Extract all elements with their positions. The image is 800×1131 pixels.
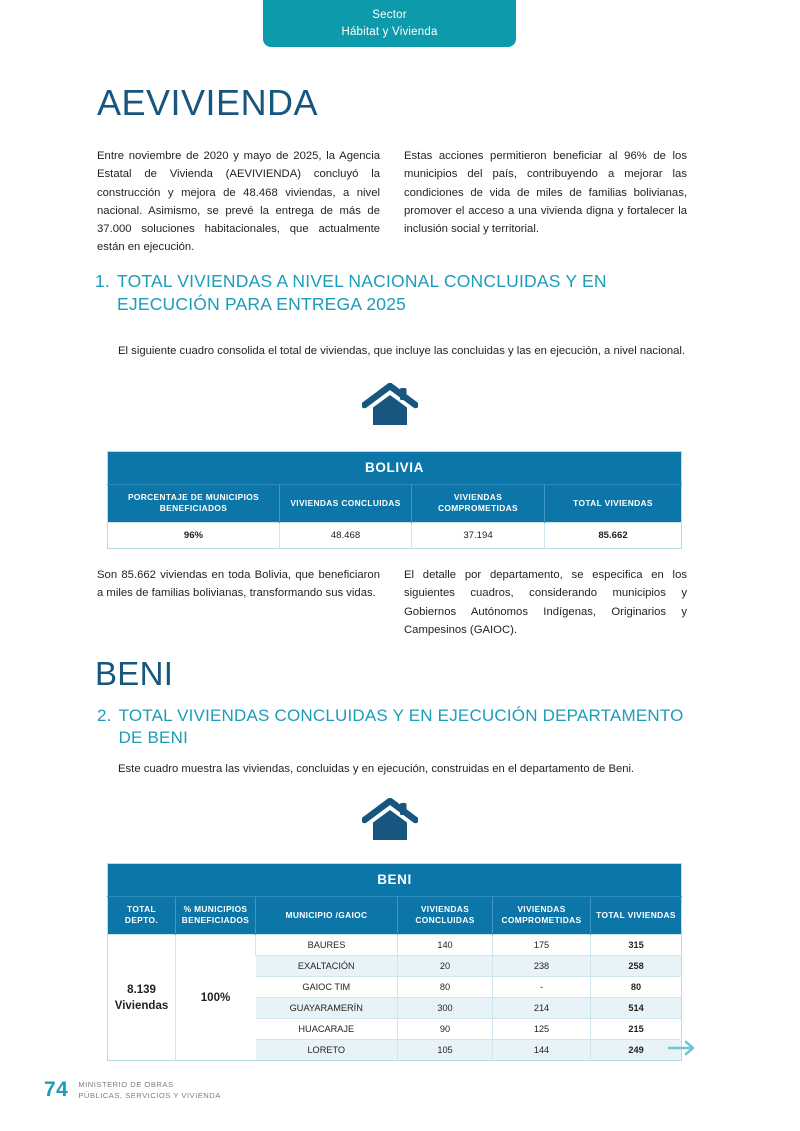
beni-cell-municipio: EXALTACIÓN: [256, 956, 398, 977]
bolivia-header-comprometidas: VIVIENDAS COMPROMETIDAS: [412, 485, 545, 523]
next-page-arrow-icon[interactable]: [668, 1040, 696, 1061]
sector-tab-line2: Hábitat y Vivienda: [341, 25, 438, 38]
intro-paragraph-right: Estas acciones permitieron beneficiar al 96% de los municipios del país, contribuyendo a mejorar las condiciones de vida de miles de familias bolivianas, promover el acceso a una vivienda digna y fortalecer la inclusión social y territorial.: [404, 150, 687, 236]
page-title: AEVIVIENDA: [97, 82, 319, 123]
section-2-number: 2.: [97, 706, 112, 725]
bolivia-table-title-row: [108, 452, 682, 485]
bolivia-cell-total: 85.662: [545, 523, 682, 549]
beni-header-municipio: MUNICIPIO /GAIOC: [256, 897, 398, 935]
beni-cell-comprometidas: 144: [493, 1040, 591, 1061]
section-1-number: 1.: [95, 271, 110, 291]
lower-paragraph-right: El detalle por departamento, se especifica en los siguientes cuadros, considerando municipios y Gobiernos Autónomos Indígenas, Originarios y Campesinos (GAIOC).: [404, 569, 687, 636]
beni-header-comprometidas: VIVIENDAS COMPROMETIDAS: [493, 897, 591, 935]
beni-cell-total: 249: [591, 1040, 682, 1061]
beni-header-concluidas: VIVIENDAS CONCLUIDAS: [398, 897, 493, 935]
beni-table-title: BENI: [108, 864, 682, 897]
bolivia-header-total: TOTAL VIVIENDAS: [545, 485, 682, 523]
section-heading-1: [95, 270, 685, 316]
beni-cell-comprometidas: 175: [493, 935, 591, 956]
beni-cell-comprometidas: -: [493, 977, 591, 998]
beni-cell-pct-municipios: 100%: [176, 935, 256, 1061]
beni-header-total-depto: TOTAL DEPTO.: [108, 897, 176, 935]
beni-cell-total: 315: [591, 935, 682, 956]
beni-cell-municipio: GAIOC TIM: [256, 977, 398, 998]
beni-cell-comprometidas: 214: [493, 998, 591, 1019]
page-number: 74: [44, 1078, 69, 1101]
beni-cell-concluidas: 105: [398, 1040, 493, 1061]
bolivia-table-title: BOLIVIA: [108, 452, 682, 485]
beni-cell-total: 215: [591, 1019, 682, 1040]
house-icon: [362, 798, 418, 848]
bolivia-table-row: [108, 523, 682, 549]
page-footer: [44, 1078, 221, 1102]
intro-columns: [97, 147, 687, 257]
department-title: BENI: [95, 655, 174, 692]
ministry-name: [78, 1079, 220, 1101]
table-row: [108, 935, 682, 956]
intro-paragraph-left: Entre noviembre de 2020 y mayo de 2025, la Agencia Estatal de Vivienda (AEVIVIENDA) concluyó la construcción y mejora de 48.468 viviendas, a nivel nacional. Asimismo, se prevé la entrega de más de 37.000 soluciones habitacionales, que actualmente están en ejecución.: [97, 150, 380, 254]
bolivia-header-porcentaje: PORCENTAJE DE MUNICIPIOS BENEFICIADOS: [108, 485, 280, 523]
house-icon: [362, 383, 418, 433]
beni-cell-municipio: HUACARAJE: [256, 1019, 398, 1040]
beni-cell-concluidas: 80: [398, 977, 493, 998]
section-heading-2: [97, 705, 687, 750]
bolivia-cell-comprometidas: 37.194: [412, 523, 545, 549]
lower-paragraph-left: Son 85.662 viviendas en toda Bolivia, que beneficiaron a miles de familias bolivianas, transformando sus vidas.: [97, 569, 380, 600]
bolivia-header-concluidas: VIVIENDAS CONCLUIDAS: [280, 485, 412, 523]
beni-total-depto-value: 8.139: [127, 983, 156, 996]
beni-cell-comprometidas: 125: [493, 1019, 591, 1040]
bolivia-cell-porcentaje: 96%: [108, 523, 280, 549]
beni-cell-total: 514: [591, 998, 682, 1019]
beni-cell-municipio: LORETO: [256, 1040, 398, 1061]
beni-cell-comprometidas: 238: [493, 956, 591, 977]
ministry-line-1: MINISTERIO DE OBRAS: [78, 1080, 174, 1089]
beni-cell-concluidas: 140: [398, 935, 493, 956]
beni-cell-concluidas: 90: [398, 1019, 493, 1040]
section-2-note: Este cuadro muestra las viviendas, concluidas y en ejecución, construidas en el departamento de Beni.: [118, 763, 635, 775]
beni-header-pct-municipios: % MUNICIPIOS BENEFICIADOS: [176, 897, 256, 935]
beni-table: [107, 863, 682, 1061]
beni-cell-concluidas: 20: [398, 956, 493, 977]
bolivia-table-header-row: [108, 485, 682, 523]
beni-cell-total: 258: [591, 956, 682, 977]
beni-header-total: TOTAL VIVIENDAS: [591, 897, 682, 935]
beni-table-title-row: [108, 864, 682, 897]
beni-cell-municipio: GUAYARAMERÍN: [256, 998, 398, 1019]
lower-text-columns: [97, 566, 687, 639]
sector-tab: [263, 0, 516, 47]
section-1-note: El siguiente cuadro consolida el total de viviendas, que incluye las concluidas y las en ejecución, a nivel nacional.: [118, 345, 686, 357]
beni-table-header-row: [108, 897, 682, 935]
section-2-title: TOTAL VIVIENDAS CONCLUIDAS Y EN EJECUCIÓN DEPARTAMENTO DE BENI: [118, 706, 684, 748]
beni-cell-concluidas: 300: [398, 998, 493, 1019]
beni-cell-municipio: BAURES: [256, 935, 398, 956]
beni-cell-total: 80: [591, 977, 682, 998]
ministry-line-2: PÚBLICAS, SERVICIOS Y VIVIENDA: [78, 1091, 221, 1100]
sector-tab-line1: Sector: [372, 8, 407, 21]
bolivia-cell-concluidas: 48.468: [280, 523, 412, 549]
bolivia-table: [107, 451, 682, 549]
beni-cell-total-depto: [108, 935, 176, 1061]
section-1-title: TOTAL VIVIENDAS A NIVEL NACIONAL CONCLUIDAS Y EN EJECUCIÓN PARA ENTREGA 2025: [117, 271, 607, 315]
beni-total-depto-unit: Viviendas: [114, 999, 169, 1012]
